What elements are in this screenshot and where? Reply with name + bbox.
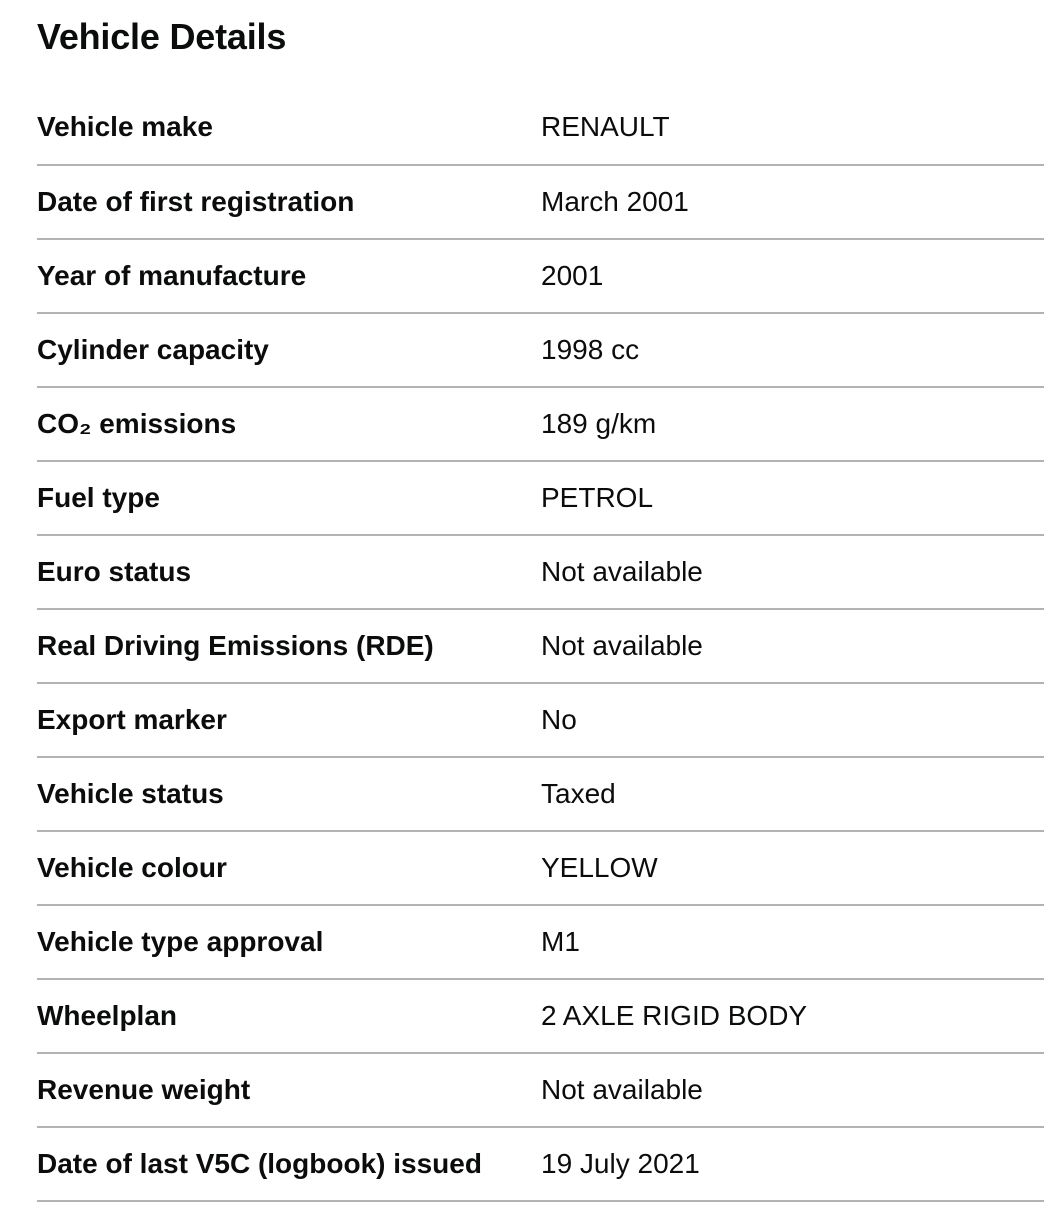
summary-row-export-marker [37,684,1044,758]
summary-key: Fuel type [37,482,160,513]
summary-row-vehicle-status [37,758,1044,832]
summary-row-fuel-type [37,462,1044,536]
summary-key: Vehicle colour [37,852,227,883]
summary-key: Vehicle make [37,111,213,142]
summary-row-vehicle-make [37,90,1044,166]
summary-row-cylinder-capacity [37,314,1044,388]
summary-row-date-of-first-registration [37,166,1044,240]
summary-key: Vehicle status [37,778,224,809]
summary-value: Not available [541,1074,703,1105]
summary-row-revenue-weight [37,1054,1044,1128]
summary-row-real-driving-emissions [37,610,1044,684]
summary-row-year-of-manufacture [37,240,1044,314]
summary-key: CO₂ emissions [37,408,237,439]
summary-key: Revenue weight [37,1074,251,1105]
summary-key: Export marker [37,704,227,735]
summary-value: 1998 cc [541,334,640,365]
summary-value: 2001 [541,260,604,291]
summary-key: Real Driving Emissions (RDE) [37,630,434,661]
summary-value: Not available [541,556,703,587]
summary-row-date-of-last-v5c-issued [37,1128,1044,1202]
summary-row-vehicle-type-approval [37,906,1044,980]
summary-key: Euro status [37,556,192,587]
summary-value: Not available [541,630,703,661]
summary-key: Date of first registration [37,186,355,217]
summary-key: Date of last V5C (logbook) issued [37,1148,482,1179]
summary-key: Wheelplan [37,1000,178,1031]
summary-value: YELLOW [541,852,658,883]
summary-key: Vehicle type approval [37,926,324,957]
summary-value: 19 July 2021 [541,1148,700,1179]
summary-row-vehicle-colour [37,832,1044,906]
summary-key: Year of manufacture [37,260,307,291]
summary-row-co2-emissions [37,388,1044,462]
summary-value: RENAULT [541,111,670,142]
summary-value: 189 g/km [541,408,657,439]
summary-value: M1 [541,926,580,957]
summary-value: 2 AXLE RIGID BODY [541,1000,808,1031]
summary-row-euro-status [37,536,1044,610]
summary-key: Cylinder capacity [37,334,269,365]
summary-value: PETROL [541,482,654,513]
summary-value: Taxed [541,778,616,809]
vehicle-details-summary-list [37,90,1044,1202]
page-title: Vehicle Details [37,16,287,57]
summary-row-wheelplan [37,980,1044,1054]
summary-value: No [541,704,577,735]
summary-value: March 2001 [541,186,689,217]
